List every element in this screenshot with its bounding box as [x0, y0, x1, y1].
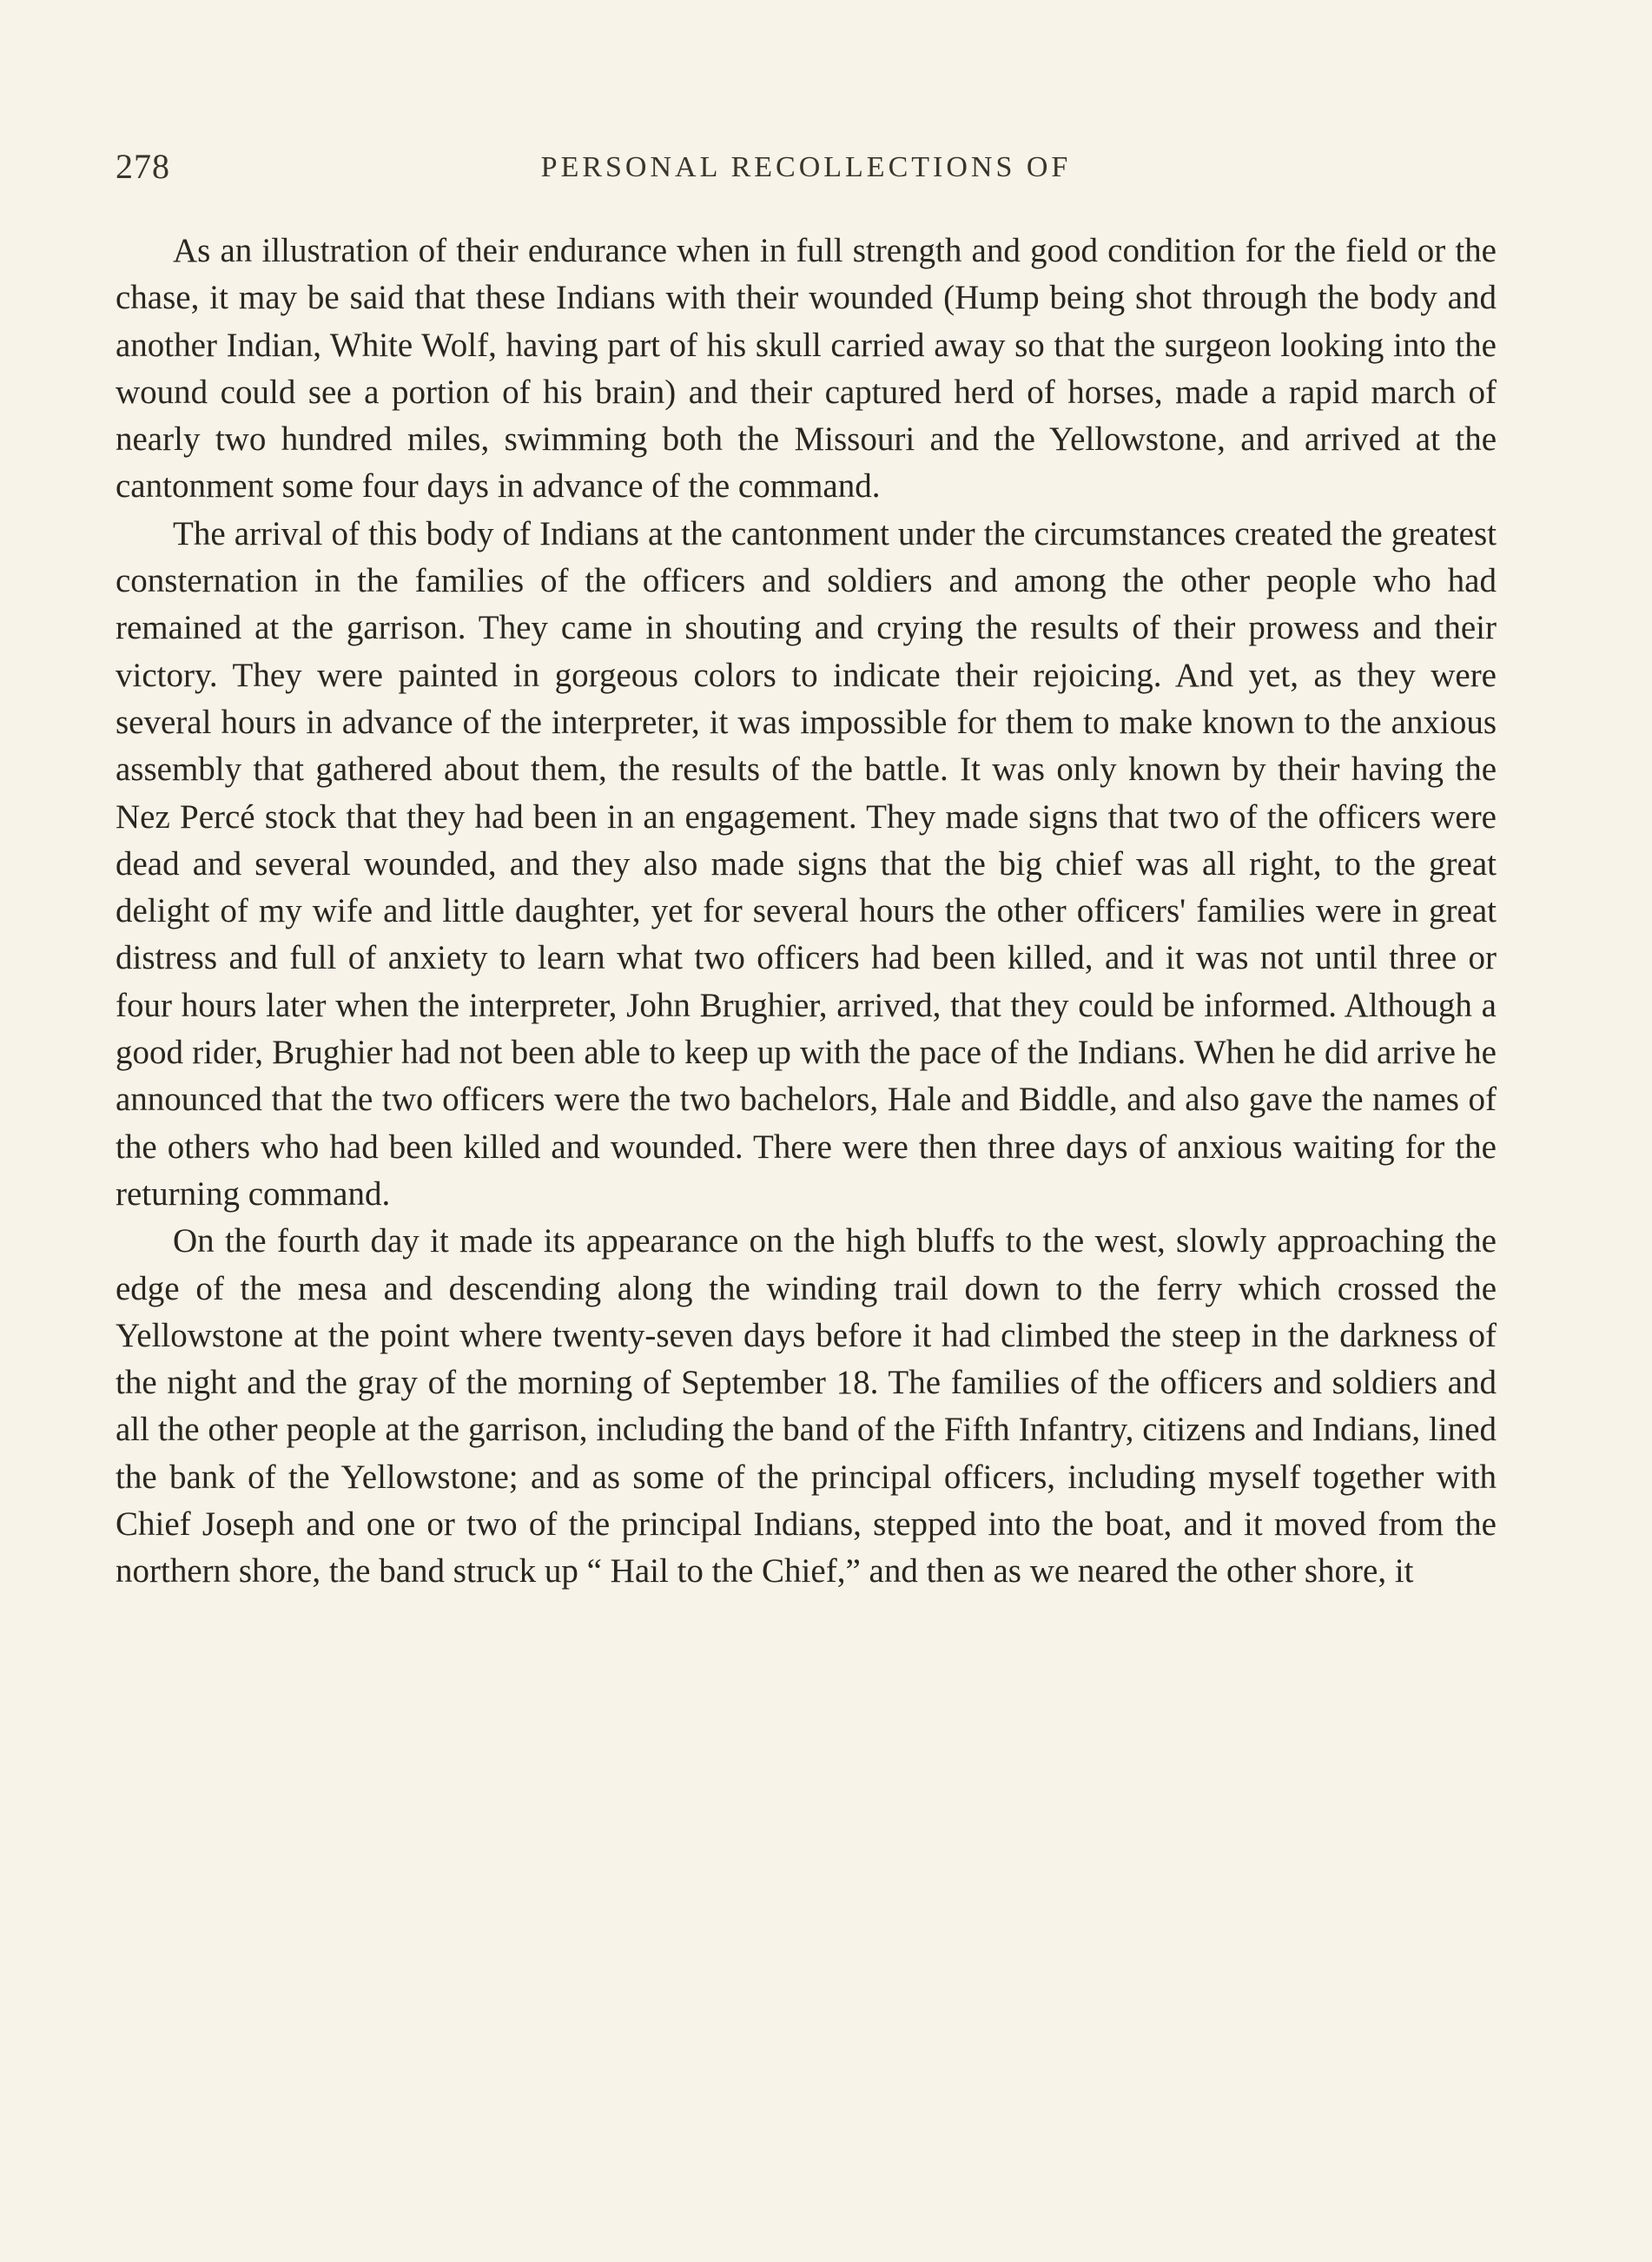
paragraph: On the fourth day it made its appearance on the high bluffs to the west, slowly approaching the edge of the mesa and descending along the winding trail down to the ferry which crossed the Yellowstone at the point where twenty-seven days before it had climbed the steep in the darkness of the night and the gray of the morning of September 18. The families of the officers and soldiers and all the other people at the garrison, including the band of the Fifth Infantry, citizens and Indians, lined the bank of the Yellowstone; and as some of the principal officers, including myself together with Chief Joseph and one or two of the principal Indians, stepped into the boat, and it moved from the northern shore, the band struck up “ Hail to the Chief,” and then as we neared the other shore, it	[116, 1222, 1497, 1591]
paragraph: As an illustration of their endurance when in full strength and good condition for the field or the chase, it may be said that these Indians with their wounded (Hump being shot through the body and another Indian, White Wolf, having part of his skull carried away so that the surgeon looking into the wound could see a portion of his brain) and their captured herd of horses, made a rapid march of nearly two hundred miles, swimming both the Missouri and the Yellowstone, and arrived at the cantonment some four days in advance of the command.	[116, 232, 1497, 506]
body-text	[116, 228, 1497, 1596]
running-head: PERSONAL RECOLLECTIONS OF	[540, 151, 1072, 183]
book-page	[116, 146, 1497, 1596]
paragraph: The arrival of this body of Indians at the cantonment under the circumstances created the greatest consternation in the families of the officers and soldiers and among the other people who had remained at the garrison. They came in shouting and crying the results of their prowess and their victory. They were painted in gorgeous colors to indicate their rejoicing. And yet, as they were several hours in advance of the interpreter, it was impossible for them to make known to the anxious assembly that gathered about them, the results of the battle. It was only known by their having the Nez Percé stock that they had been in an engagement. They made signs that two of the officers were dead and several wounded, and they also made signs that the big chief was all right, to the great delight of my wife and little daughter, yet for several hours the other officers' families were in great distress and full of anxiety to learn what two officers had been killed, and it was not until three or four hours later when the interpreter, John Brughier, arrived, that they could be informed. Although a good rider, Brughier had not been able to keep up with the pace of the Indians. When he did arrive he announced that the two officers were the two bachelors, Hale and Biddle, and also gave the names of the others who had been killed and wounded. There were then three days of anxious waiting for the returning command.	[116, 514, 1497, 1213]
page-header	[116, 146, 1497, 198]
page-number: 278	[116, 147, 170, 186]
